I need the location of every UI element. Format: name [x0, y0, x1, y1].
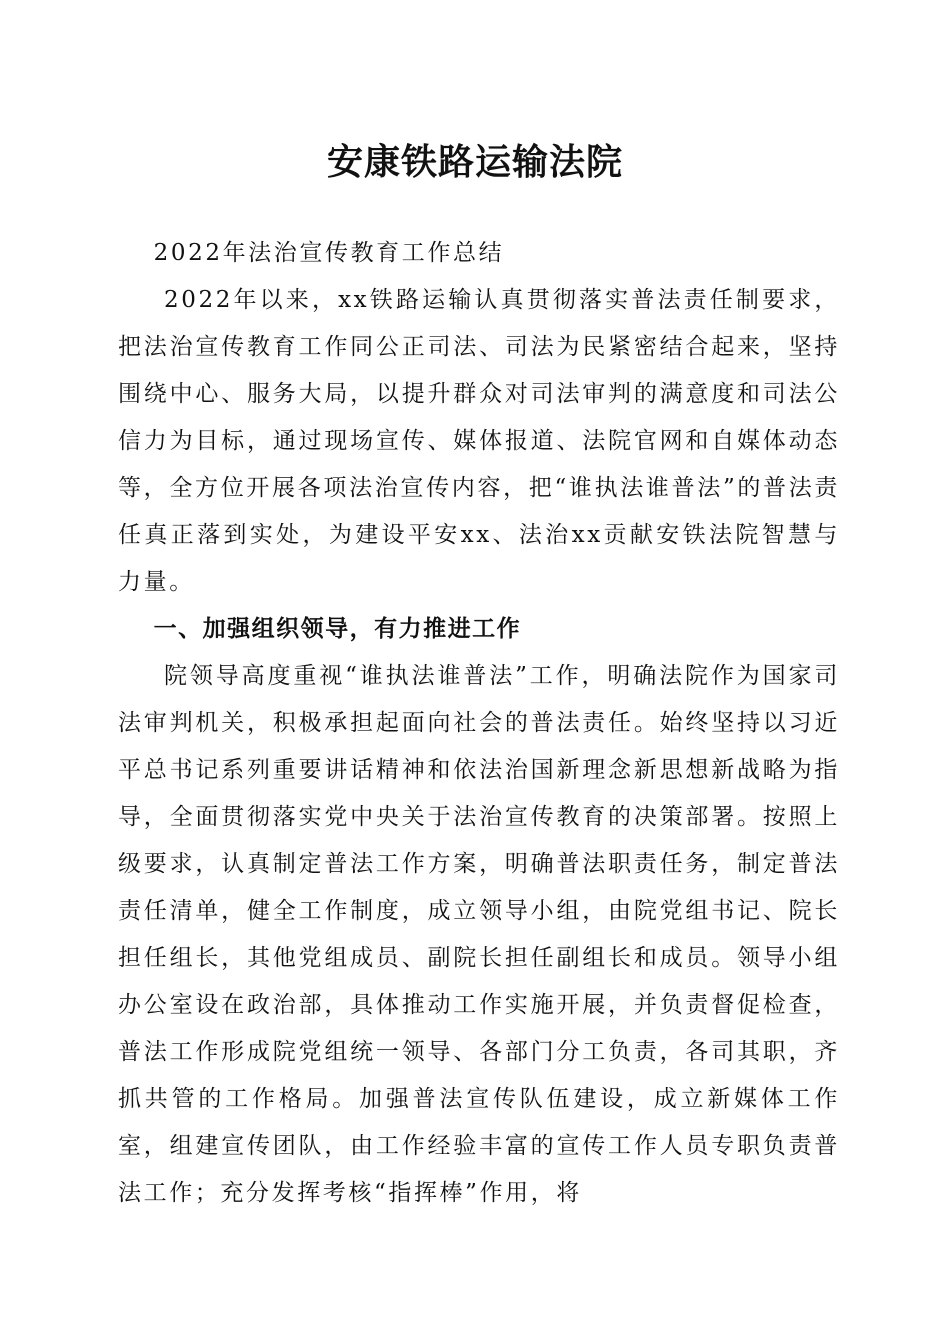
document-body [118, 230, 840, 1217]
document-subtitle: 2022年法治宣传教育工作总结 [153, 240, 505, 266]
intro-paragraph: 2022年以来，xx铁路运输认真贯彻落实普法责任制要求，把法治宣传教育工作同公正司法、司法为民紧密结合起来，坚持围绕中心、服务大局，以提升群众对司法审判的满意度和司法公信力为目标，通过现场宣传、媒体报道、法院官网和自媒体动态等，全方位开展各项法治宣传内容，把“谁执法谁普法”的普法责任真正落到实处，为建设平安xx、法治xx贡献安铁法院智慧与力量。 [118, 287, 840, 595]
section-1-paragraph: 院领导高度重视“谁执法谁普法”工作，明确法院作为国家司法审判机关，积极承担起面向社会的普法责任。始终坚持以习近平总书记系列重要讲话精神和依法治国新理念新思想新战略为指导，全面贯彻落实党中央关于法治宣传教育的决策部署。按照上级要求，认真制定普法工作方案，明确普法职责任务，制定普法责任清单，健全工作制度，成立领导小组，由院党组书记、院长担任组长，其他党组成员、副院长担任副组长和成员。领导小组办公室设在政治部，具体推动工作实施开展，并负责督促检查，普法工作形成院党组统一领导、各部门分工负责，各司其职，齐抓共管的工作格局。加强普法宣传队伍建设，成立新媒体工作室，组建宣传团队，由工作经验丰富的宣传工作人员专职负责普法工作；充分发挥考核“指挥棒”作用，将 [118, 663, 840, 1206]
section-1-heading: 一、加强组织领导，有力推进工作 [153, 616, 522, 642]
document-title: 安康铁路运输法院 [326, 141, 623, 183]
